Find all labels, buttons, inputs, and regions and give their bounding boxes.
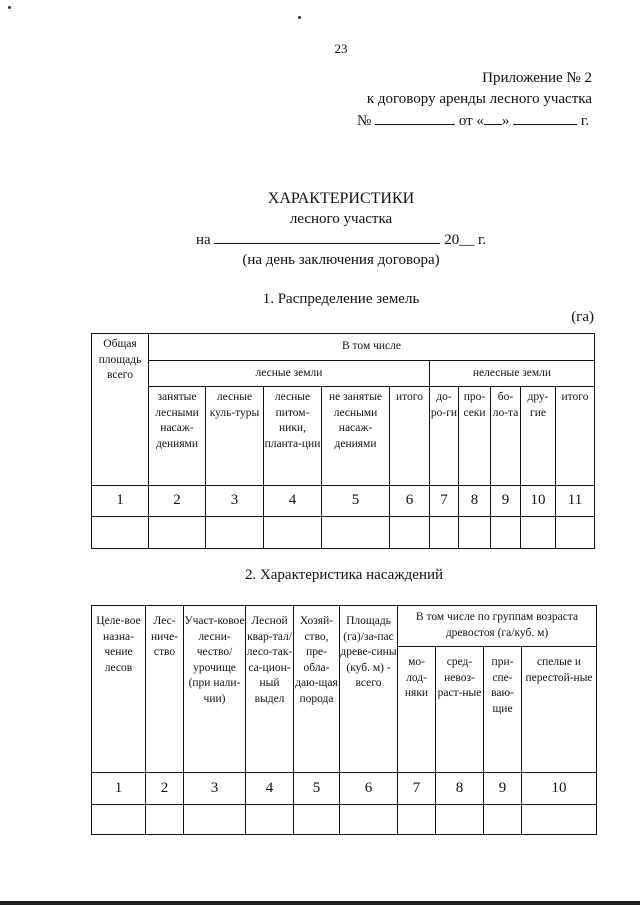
header-covered: занятые лесными насаж-дениями [149, 387, 206, 486]
column-number: 10 [521, 486, 556, 517]
date-note: (на день заключения договора) [242, 252, 440, 268]
section1-unit: (га) [571, 309, 594, 325]
column-number: 4 [246, 773, 294, 805]
column-number: 11 [556, 486, 595, 517]
empty-cell [184, 805, 246, 835]
table-row [92, 805, 597, 835]
header-area: Площадь (га)/за-пас древе-сины (куб. м) - всего [340, 606, 398, 773]
number-blank [375, 112, 455, 125]
column-number: 9 [484, 773, 522, 805]
table-row [92, 517, 595, 549]
scan-edge [0, 901, 640, 905]
date-close: » [501, 113, 510, 129]
column-number: 3 [184, 773, 246, 805]
empty-cell [484, 805, 522, 835]
empty-cell [491, 517, 521, 549]
header-forest-total: итого [390, 387, 430, 486]
day-blank [484, 112, 502, 125]
date-open: от « [458, 113, 484, 129]
land-distribution-table [91, 333, 595, 549]
empty-cell [522, 805, 597, 835]
date-prefix: на [196, 232, 211, 248]
empty-cell [92, 517, 149, 549]
year-suffix: г. [580, 113, 590, 129]
column-number: 7 [430, 486, 459, 517]
empty-cell [264, 517, 322, 549]
column-number: 6 [390, 486, 430, 517]
column-number: 6 [340, 773, 398, 805]
column-number: 2 [146, 773, 184, 805]
empty-cell [398, 805, 436, 835]
header-mature: спелые и перестой-ные [522, 647, 597, 773]
header-cultures: лесные куль-туры [206, 387, 264, 486]
column-number: 2 [149, 486, 206, 517]
header-middle-aged: сред-невоз-раст-ные [436, 647, 484, 773]
number-sign: № [357, 113, 372, 129]
date-year: 20__ г. [444, 232, 487, 248]
empty-cell [294, 805, 340, 835]
header-forest-lands: лесные земли [149, 361, 430, 387]
empty-cell [146, 805, 184, 835]
header-nonforest-total: итого [556, 387, 595, 486]
section1-title: 1. Распределение земель [262, 291, 420, 307]
header-district: Участ-ковое лесни-чество/ урочище (при нали-чии) [184, 606, 246, 773]
empty-cell [459, 517, 491, 549]
header-by-age: В том числе по группам возраста древостоя (га/куб. м) [398, 606, 597, 647]
header-roads: до-ро-ги [430, 387, 459, 486]
header-premature: при-спе-ваю-щие [484, 647, 522, 773]
column-number: 4 [264, 486, 322, 517]
column-number: 7 [398, 773, 436, 805]
appendix-title: Приложение № 2 [482, 70, 592, 86]
header-forestry: Лес-ниче-ство [146, 606, 184, 773]
empty-cell [92, 805, 146, 835]
header-nurseries: лесные питом-ники, планта-ции [264, 387, 322, 486]
header-nonforest-lands: нелесные земли [430, 361, 595, 387]
section2-title: 2. Характеристика насаждений [244, 567, 444, 583]
empty-cell [390, 517, 430, 549]
document-title: ХАРАКТЕРИСТИКИ [267, 190, 415, 207]
contract-number-line [357, 112, 589, 130]
header-purpose: Целе-вое назна-чение лесов [92, 606, 146, 773]
header-block: Лесной квар-тал/ лесо-так-са-цион-ный выдел [246, 606, 294, 773]
date-line [196, 231, 486, 249]
empty-cell [206, 517, 264, 549]
empty-cell [149, 517, 206, 549]
stand-characteristics-table [91, 605, 597, 835]
document-subtitle: лесного участка [289, 211, 393, 227]
empty-cell [556, 517, 595, 549]
column-number: 5 [322, 486, 390, 517]
empty-cell [430, 517, 459, 549]
header-others: дру-гие [521, 387, 556, 486]
column-number: 1 [92, 486, 149, 517]
header-young: мо-лод-няки [398, 647, 436, 773]
column-number: 5 [294, 773, 340, 805]
column-number: 10 [522, 773, 597, 805]
column-number: 3 [206, 486, 264, 517]
column-number: 1 [92, 773, 146, 805]
empty-cell [436, 805, 484, 835]
column-number: 9 [491, 486, 521, 517]
empty-cell [246, 805, 294, 835]
column-number: 8 [459, 486, 491, 517]
header-swamps: бо-ло-та [491, 387, 521, 486]
empty-cell [521, 517, 556, 549]
header-economy: Хозяй-ство, пре-обла-даю-щая порода [294, 606, 340, 773]
date-blank [214, 231, 440, 244]
empty-cell [340, 805, 398, 835]
page-number: 23 [334, 41, 348, 56]
month-blank [513, 112, 577, 125]
header-not-covered: не занятые лесными насаж-дениями [322, 387, 390, 486]
appendix-subtitle: к договору аренды лесного участка [366, 91, 592, 107]
scan-speck [8, 6, 11, 9]
scan-speck [298, 16, 301, 19]
column-number: 8 [436, 773, 484, 805]
header-clearings: про-секи [459, 387, 491, 486]
header-total-area: Общая площадь всего [92, 334, 149, 486]
header-including: В том числе [149, 334, 595, 361]
empty-cell [322, 517, 390, 549]
